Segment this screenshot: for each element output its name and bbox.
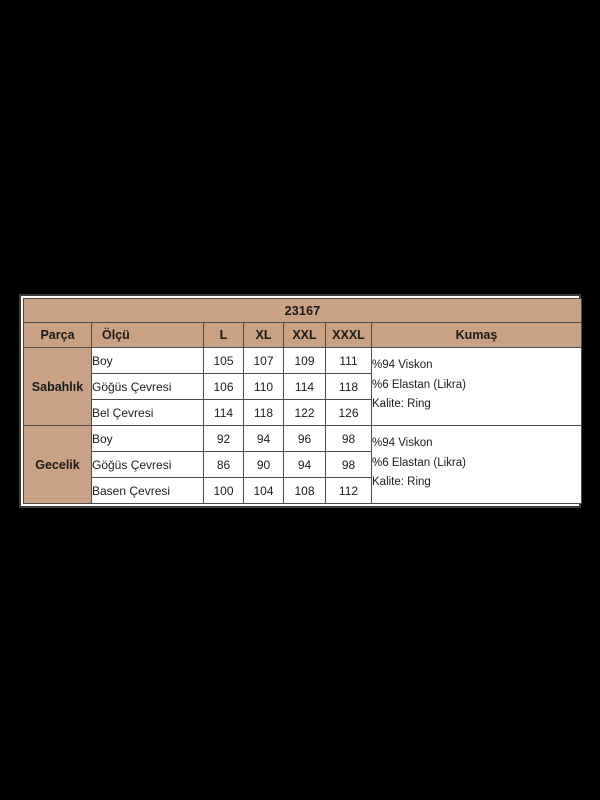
header-size-l: L xyxy=(204,323,244,348)
table-row xyxy=(24,348,582,374)
fabric-line: %94 Viskon xyxy=(372,359,433,372)
measure-value: 105 xyxy=(204,348,244,374)
measure-value: 96 xyxy=(284,426,326,452)
measure-value: 106 xyxy=(204,374,244,400)
measure-value: 118 xyxy=(244,400,284,426)
measure-value: 126 xyxy=(326,400,372,426)
measure-value: 94 xyxy=(284,452,326,478)
measure-label: Boy xyxy=(92,426,204,452)
measure-label: Göğüs Çevresi xyxy=(92,452,204,478)
measure-value: 114 xyxy=(204,400,244,426)
fabric-line: %6 Elastan (Likra) xyxy=(372,456,466,469)
measure-value: 98 xyxy=(326,426,372,452)
header-part: Parça xyxy=(24,323,92,348)
header-measure: Ölçü xyxy=(92,323,204,348)
measure-value: 112 xyxy=(326,478,372,504)
measure-value: 110 xyxy=(244,374,284,400)
fabric-info-sabahlik xyxy=(372,348,582,426)
size-chart-container xyxy=(19,294,581,508)
measure-value: 98 xyxy=(326,452,372,478)
header-size-xxl: XXL xyxy=(284,323,326,348)
size-chart-table xyxy=(23,298,582,504)
fabric-line: Kalite: Ring xyxy=(372,476,431,489)
measure-label: Bel Çevresi xyxy=(92,400,204,426)
measure-value: 94 xyxy=(244,426,284,452)
table-title-row xyxy=(24,299,582,323)
measure-value: 122 xyxy=(284,400,326,426)
fabric-line: %94 Viskon xyxy=(372,437,433,450)
fabric-line: %6 Elastan (Likra) xyxy=(372,378,466,391)
measure-value: 100 xyxy=(204,478,244,504)
measure-value: 114 xyxy=(284,374,326,400)
header-size-xxxl: XXXL xyxy=(326,323,372,348)
table-row xyxy=(24,426,582,452)
header-size-xl: XL xyxy=(244,323,284,348)
measure-value: 108 xyxy=(284,478,326,504)
table-header-row xyxy=(24,323,582,348)
fabric-line: Kalite: Ring xyxy=(372,398,431,411)
measure-label: Göğüs Çevresi xyxy=(92,374,204,400)
measure-label: Boy xyxy=(92,348,204,374)
measure-value: 107 xyxy=(244,348,284,374)
measure-value: 118 xyxy=(326,374,372,400)
measure-value: 90 xyxy=(244,452,284,478)
measure-value: 111 xyxy=(326,348,372,374)
measure-value: 104 xyxy=(244,478,284,504)
fabric-info-gecelik xyxy=(372,426,582,504)
product-code-title: 23167 xyxy=(24,299,582,323)
header-fabric: Kumaş xyxy=(372,323,582,348)
measure-value: 92 xyxy=(204,426,244,452)
group-label-sabahlik: Sabahlık xyxy=(24,348,92,426)
measure-label: Basen Çevresi xyxy=(92,478,204,504)
measure-value: 109 xyxy=(284,348,326,374)
measure-value: 86 xyxy=(204,452,244,478)
group-label-gecelik: Gecelik xyxy=(24,426,92,504)
